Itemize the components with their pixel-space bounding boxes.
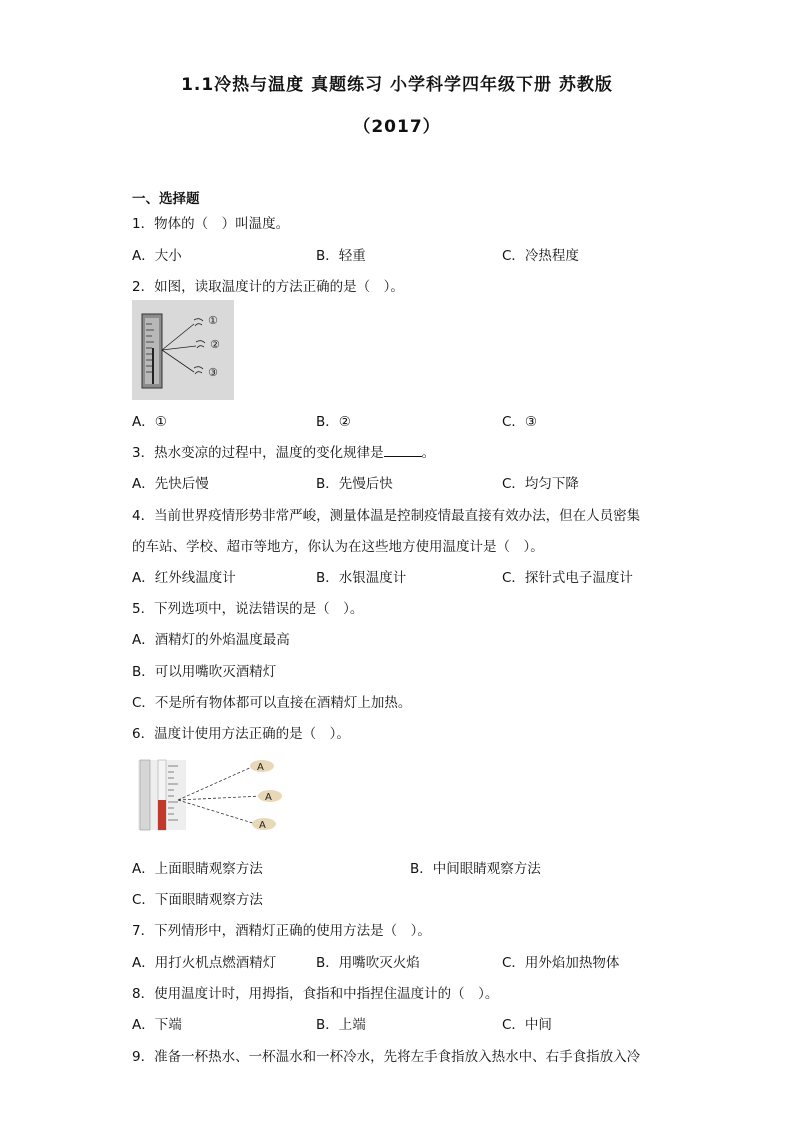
q3-stem-text: 3．热水变凉的过程中，温度的变化规律是: [132, 445, 384, 461]
q5-option-b: B．可以用嘴吹灭酒精灯: [132, 664, 277, 680]
q2-option-a: A．①: [132, 414, 167, 430]
q6-stem: 6．温度计使用方法正确的是（ ）。: [132, 726, 350, 742]
q7-stem: 7．下列情形中，酒精灯正确的使用方法是（ ）。: [132, 923, 431, 939]
fig-eye-2: A: [265, 792, 272, 803]
q2-option-b: B．②: [316, 414, 351, 430]
q4-option-c: C．探针式电子温度计: [502, 570, 633, 586]
q7-option-a: A．用打火机点燃酒精灯: [132, 955, 277, 971]
q8-option-b: B．上端: [316, 1017, 366, 1033]
q4-stem-line1: 4．当前世界疫情形势非常严峻，测量体温是控制疫情最直接有效办法，但在人员密集: [132, 508, 641, 524]
q8-option-c: C．中间: [502, 1017, 552, 1033]
q3-option-a: A．先快后慢: [132, 476, 209, 492]
q1-stem: 1．物体的（ ）叫温度。: [132, 216, 290, 232]
q5-option-c: C．不是所有物体都可以直接在酒精灯上加热。: [132, 695, 412, 711]
thermometer-eye-figure: [138, 758, 288, 834]
fig-label-1: ①: [208, 314, 218, 327]
q6-option-c: C．下面眼睛观察方法: [132, 892, 263, 908]
q7-option-c: C．用外焰加热物体: [502, 955, 620, 971]
q4-stem-line2: 的车站、学校、超市等地方，你认为在这些地方使用温度计是（ ）。: [132, 539, 544, 555]
q3-stem-end: 。: [421, 445, 436, 461]
fig-label-3: ③: [208, 366, 218, 379]
q3-blank: [384, 444, 422, 457]
q1-option-a: A．大小: [132, 248, 182, 264]
page-subtitle: （2017）: [353, 117, 441, 137]
q3-option-c: C．均匀下降: [502, 476, 579, 492]
q4-option-a: A．红外线温度计: [132, 570, 236, 586]
q3-stem: [132, 441, 435, 461]
q7-option-b: B．用嘴吹灭火焰: [316, 955, 420, 971]
q3-option-b: B．先慢后快: [316, 476, 393, 492]
q6-option-a: A．上面眼睛观察方法: [132, 861, 263, 877]
q2-stem: 2．如图，读取温度计的方法正确的是（ ）。: [132, 279, 404, 295]
q6-option-b: B．中间眼睛观察方法: [410, 861, 541, 877]
q2-option-c: C．③: [502, 414, 538, 430]
q5-stem: 5．下列选项中，说法错误的是（ ）。: [132, 601, 364, 617]
fig-eye-1: A: [257, 762, 264, 773]
q1-option-b: B．轻重: [316, 248, 366, 264]
q8-stem: 8．使用温度计时，用拇指，食指和中指捏住温度计的（ ）。: [132, 986, 499, 1002]
fig-eye-3: A: [259, 820, 266, 831]
page-title: 1.1冷热与温度 真题练习 小学科学四年级下册 苏教版: [181, 75, 613, 95]
q9-stem: 9．准备一杯热水、一杯温水和一杯冷水，先将左手食指放入热水中、右手食指放入冷: [132, 1049, 641, 1065]
section-heading: 一、选择题: [132, 191, 200, 207]
fig-label-2: ②: [210, 338, 220, 351]
thermometer-reading-figure: [132, 300, 234, 400]
q8-option-a: A．下端: [132, 1017, 182, 1033]
q5-option-a: A．酒精灯的外焰温度最高: [132, 632, 290, 648]
q4-option-b: B．水银温度计: [316, 570, 407, 586]
q1-option-c: C．冷热程度: [502, 248, 579, 264]
